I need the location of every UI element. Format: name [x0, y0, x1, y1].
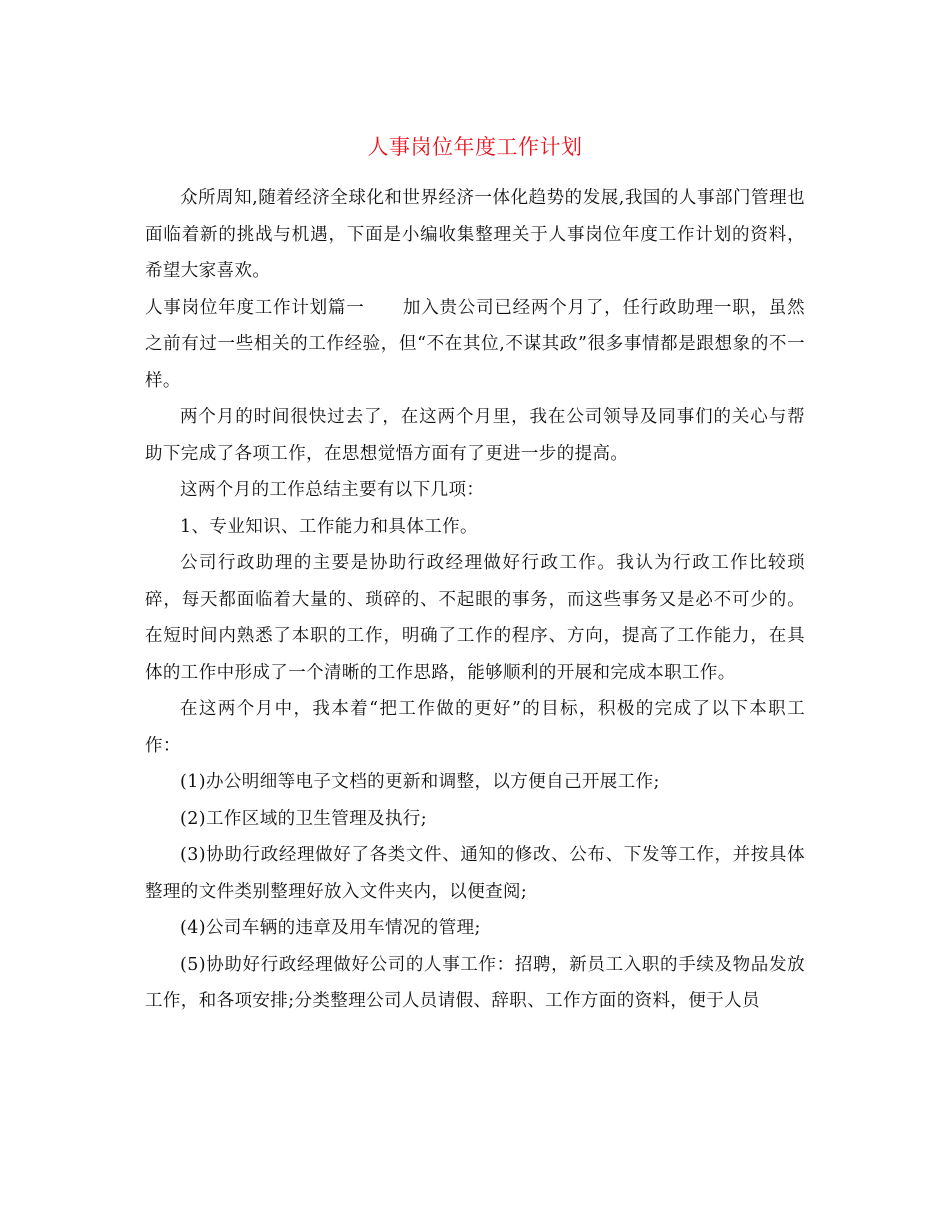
list-item: (1)办公明细等电子文档的更新和调整，以方便自己开展工作;: [180, 772, 660, 792]
list-item: (5)协助好行政经理做好公司的人事工作：招聘，新员工入职的手续及物品发放工作，和各项安排;分类整理公司人员请假、辞职、工作方面的资料，便于人员: [145, 954, 805, 1011]
list-item: (2)工作区域的卫生管理及执行;: [180, 808, 428, 829]
list-item: (4)公司车辆的违章及用车情况的管理;: [180, 918, 481, 938]
list-heading: 1、专业知识、工作能力和具体工作。: [180, 516, 478, 537]
intro-paragraph: 众所周知,随着经济全球化和世界经济一体化趋势的发展,我国的人事部门管理也面临着新的挑战与机遇，下面是小编收集整理关于人事岗位年度工作计划的资料，希望大家喜欢。: [145, 188, 805, 281]
document-body: [145, 180, 805, 1020]
list-item: (3)协助行政经理做好了各类文件、通知的修改、公布、下发等工作，并按具体整理的文件类别整理好放入文件夹内，以便查阅;: [145, 845, 805, 902]
body-paragraph: 两个月的时间很快过去了，在这两个月里，我在公司领导及同事们的关心与帮助下完成了各项工作，在思想觉悟方面有了更进一步的提高。: [145, 407, 805, 464]
document-title: 人事岗位年度工作计划: [367, 135, 583, 159]
body-paragraph: 公司行政助理的主要是协助行政经理做好行政工作。我认为行政工作比较琐碎，每天都面临着大量的、琐碎的、不起眼的事务，而这些事务又是必不可少的。在短时间内熟悉了本职的工作，明确了工作的程序、方向，提高了工作能力，在具体的工作中形成了一个清晰的工作思路，能够顺利的开展和完成本职工作。: [145, 553, 805, 683]
section-first-text: 加入贵公司已经两个月了，任行政助理一职，虽然之前有过一些相关的工作经验，但“不在其位,不谋其政”很多事情都是跟想象的不一样。: [145, 297, 805, 391]
section-heading: 人事岗位年度工作计划篇一: [145, 297, 365, 318]
body-paragraph: 在这两个月中，我本着“把工作做的更好”的目标，积极的完成了以下本职工作：: [145, 699, 805, 756]
section-paragraph: [145, 290, 805, 400]
body-paragraph: 这两个月的工作总结主要有以下几项：: [180, 480, 485, 500]
